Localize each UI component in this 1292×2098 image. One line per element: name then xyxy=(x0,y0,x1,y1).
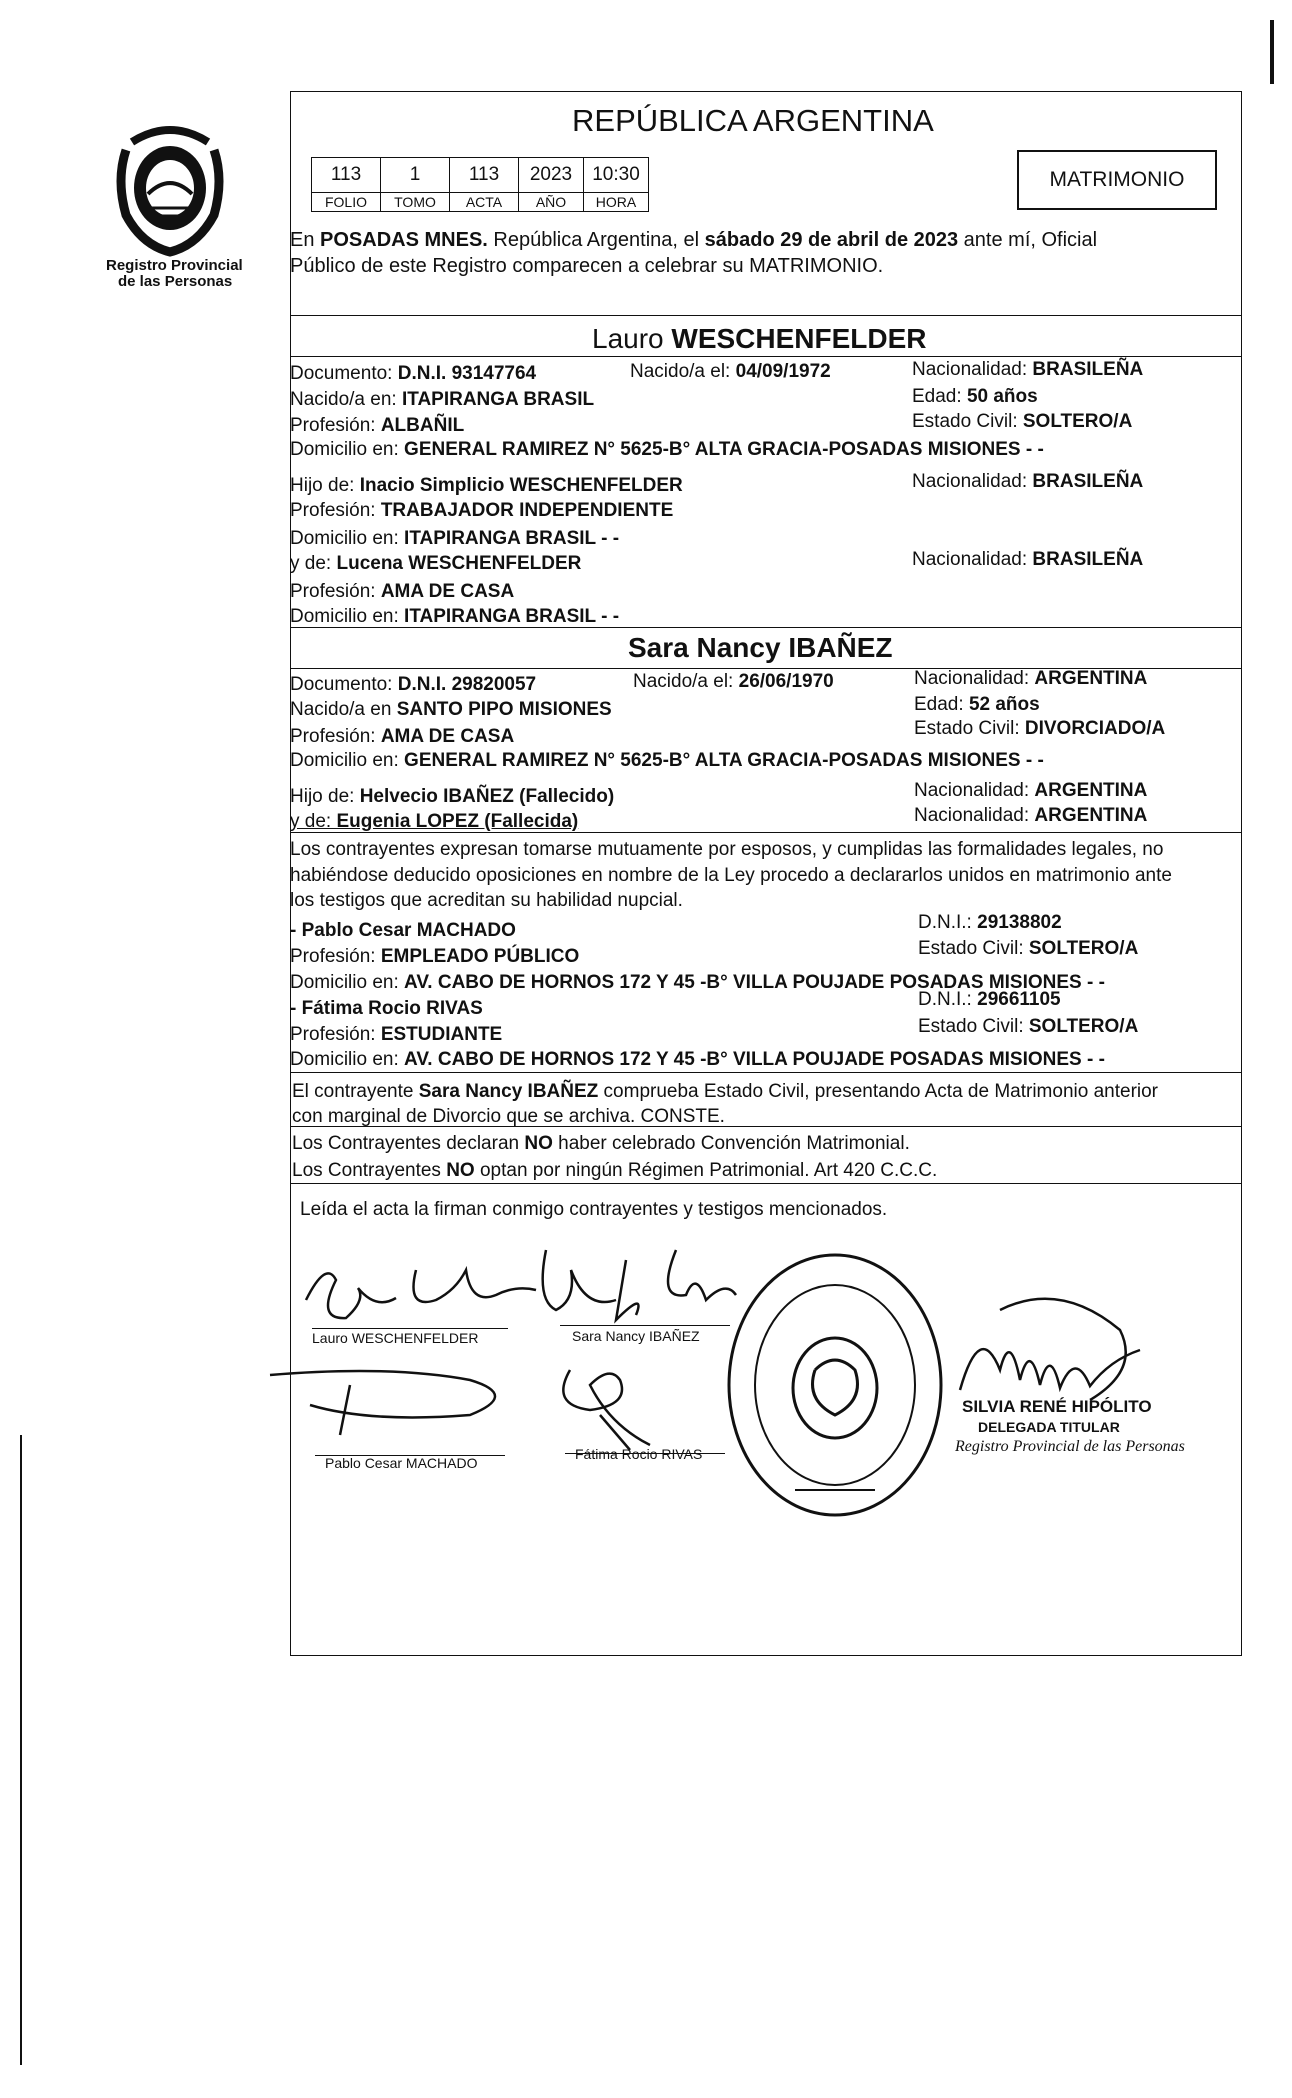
signature-line xyxy=(312,1328,508,1329)
acta-label: ACTA xyxy=(450,193,519,212)
groom-birthdate: Nacido/a el: 04/09/1972 xyxy=(630,361,831,382)
witness2-dni: D.N.I.: 29661105 xyxy=(918,989,1061,1010)
hour-value: 10:30 xyxy=(584,158,649,193)
scan-edge-mark xyxy=(20,1435,22,2065)
groom-age: Edad: 50 años xyxy=(912,386,1038,407)
folio-label: FOLIO xyxy=(312,193,381,212)
groom-signature-label: Lauro WESCHENFELDER xyxy=(312,1330,479,1346)
document-title: REPÚBLICA ARGENTINA xyxy=(572,103,934,138)
divider xyxy=(290,1072,1242,1073)
convention-line-1: Los Contrayentes declaran NO haber celebrado Convención Matrimonial. xyxy=(292,1133,910,1154)
groom-nationality: Nacionalidad: BRASILEÑA xyxy=(912,359,1144,380)
scan-edge-mark xyxy=(1270,20,1274,84)
official-name: SILVIA RENÉ HIPÓLITO xyxy=(962,1397,1152,1416)
witness1-dni: D.N.I.: 29138802 xyxy=(918,912,1062,933)
bride-document: Documento: D.N.I. 29820057 xyxy=(290,674,537,695)
divider xyxy=(290,832,1242,833)
registry-table xyxy=(311,157,649,212)
closing-statement: Leída el acta la firman conmigo contrayentes y testigos mencionados. xyxy=(300,1199,888,1220)
divider xyxy=(290,627,1242,628)
act-type-label: MATRIMONIO xyxy=(1049,168,1185,191)
official-office: Registro Provincial de las Personas xyxy=(955,1438,1185,1455)
groom-profession: Profesión: ALBAÑIL xyxy=(290,415,465,436)
groom-father-address: Domicilio en: ITAPIRANGA BRASIL - - xyxy=(290,528,620,549)
tomo-value: 1 xyxy=(381,158,450,193)
witness2-profession: Profesión: ESTUDIANTE xyxy=(290,1024,503,1045)
witness2-address: Domicilio en: AV. CABO DE HORNOS 172 Y 45 -B° VILLA POUJADE POSADAS MISIONES - - xyxy=(290,1049,1105,1070)
logo-line-1: Registro Provincial xyxy=(106,257,243,274)
groom-last-name: WESCHENFELDER xyxy=(671,323,927,354)
bride-profession: Profesión: AMA DE CASA xyxy=(290,726,515,747)
witness1-profession: Profesión: EMPLEADO PÚBLICO xyxy=(290,946,580,967)
groom-address: Domicilio en: GENERAL RAMIREZ N° 5625-B° ALTA GRACIA-POSADAS MISIONES - - xyxy=(290,439,1044,460)
bride-address: Domicilio en: GENERAL RAMIREZ N° 5625-B° ALTA GRACIA-POSADAS MISIONES - - xyxy=(290,750,1044,771)
year-label: AÑO xyxy=(519,193,584,212)
hour-label: HORA xyxy=(584,193,649,212)
provincial-seal-icon xyxy=(112,120,228,255)
signature-line xyxy=(560,1325,730,1326)
groom-mother-profession: Profesión: AMA DE CASA xyxy=(290,581,515,602)
bride-father-nationality: Nacionalidad: ARGENTINA xyxy=(914,780,1148,801)
divider xyxy=(290,315,1242,316)
groom-birthplace: Nacido/a en: ITAPIRANGA BRASIL xyxy=(290,389,595,410)
groom-document: Documento: D.N.I. 93147764 xyxy=(290,363,537,384)
convention-line-2: Los Contrayentes NO optan por ningún Régimen Patrimonial. Art 420 C.C.C. xyxy=(292,1160,938,1181)
declaration-line-3: los testigos que acreditan su habilidad nupcial. xyxy=(290,890,683,911)
intro-line-1 xyxy=(290,229,1097,251)
groom-first-name: Lauro xyxy=(592,323,672,354)
witness2-name: - Fátima Rocio RIVAS xyxy=(290,998,483,1019)
tomo-label: TOMO xyxy=(381,193,450,212)
groom-mother: y de: Lucena WESCHENFELDER xyxy=(290,553,582,574)
intro-text: En xyxy=(290,229,321,251)
year-value: 2023 xyxy=(519,158,584,193)
groom-father: Hijo de: Inacio Simplicio WESCHENFELDER xyxy=(290,475,683,496)
intro-text: ante mí, Oficial xyxy=(958,229,1098,251)
groom-father-profession: Profesión: TRABAJADOR INDEPENDIENTE xyxy=(290,500,674,521)
groom-name xyxy=(592,323,927,355)
groom-mother-nationality: Nacionalidad: BRASILEÑA xyxy=(912,549,1144,570)
divider xyxy=(290,356,1242,357)
bride-birthplace: Nacido/a en SANTO PIPO MISIONES xyxy=(290,699,612,720)
bride-civil-status: Estado Civil: DIVORCIADO/A xyxy=(914,718,1166,739)
official-role: DELEGADA TITULAR xyxy=(978,1419,1120,1435)
act-type-box xyxy=(1017,150,1217,210)
groom-father-nationality: Nacionalidad: BRASILEÑA xyxy=(912,471,1144,492)
bride-mother: y de: Eugenia LOPEZ (Fallecida) xyxy=(290,811,579,832)
intro-date: sábado 29 de abril de 2023 xyxy=(704,229,959,251)
witness1-civil-status: Estado Civil: SOLTERO/A xyxy=(918,938,1139,959)
divider xyxy=(290,1183,1242,1184)
intro-text: República Argentina, el xyxy=(487,229,705,251)
intro-line-2: Público de este Registro comparecen a celebrar su MATRIMONIO. xyxy=(290,255,884,277)
declaration-line-1: Los contrayentes expresan tomarse mutuamente por esposos, y cumplidas las formalidades legales, no xyxy=(290,839,1164,860)
groom-civil-status: Estado Civil: SOLTERO/A xyxy=(912,411,1133,432)
intro-city: POSADAS MNES. xyxy=(320,229,488,251)
note-line-1: El contrayente Sara Nancy IBAÑEZ comprueba Estado Civil, presentando Acta de Matrimonio anterior xyxy=(292,1081,1159,1102)
bride-age: Edad: 52 años xyxy=(914,694,1040,715)
bride-birthdate: Nacido/a el: 26/06/1970 xyxy=(633,671,834,692)
bride-signature-label: Sara Nancy IBAÑEZ xyxy=(572,1328,700,1344)
witness2-signature-label: Fátima Rocio RIVAS xyxy=(575,1446,703,1462)
bride-name: Sara Nancy IBAÑEZ xyxy=(628,632,893,663)
bride-father: Hijo de: Helvecio IBAÑEZ (Fallecido) xyxy=(290,786,615,807)
witness1-address: Domicilio en: AV. CABO DE HORNOS 172 Y 45 -B° VILLA POUJADE POSADAS MISIONES - - xyxy=(290,972,1105,993)
witness2-civil-status: Estado Civil: SOLTERO/A xyxy=(918,1016,1139,1037)
logo-line-2: de las Personas xyxy=(118,273,233,290)
witness1-name: - Pablo Cesar MACHADO xyxy=(290,920,516,941)
folio-value: 113 xyxy=(312,158,381,193)
witness-signatures xyxy=(270,1365,740,1455)
witness1-signature-label: Pablo Cesar MACHADO xyxy=(325,1455,478,1471)
groom-mother-address: Domicilio en: ITAPIRANGA BRASIL - - xyxy=(290,606,620,627)
bride-nationality: Nacionalidad: ARGENTINA xyxy=(914,668,1148,689)
declaration-line-2: habiéndose deducido oposiciones en nombre de la Ley procedo a declararlos unidos en matrimonio ante xyxy=(290,865,1172,886)
official-stamp-icon xyxy=(725,1250,945,1520)
acta-value: 113 xyxy=(450,158,519,193)
note-line-2: con marginal de Divorcio que se archiva. CONSTE. xyxy=(292,1106,725,1127)
divider xyxy=(290,1126,1242,1127)
bride-mother-nationality: Nacionalidad: ARGENTINA xyxy=(914,805,1148,826)
